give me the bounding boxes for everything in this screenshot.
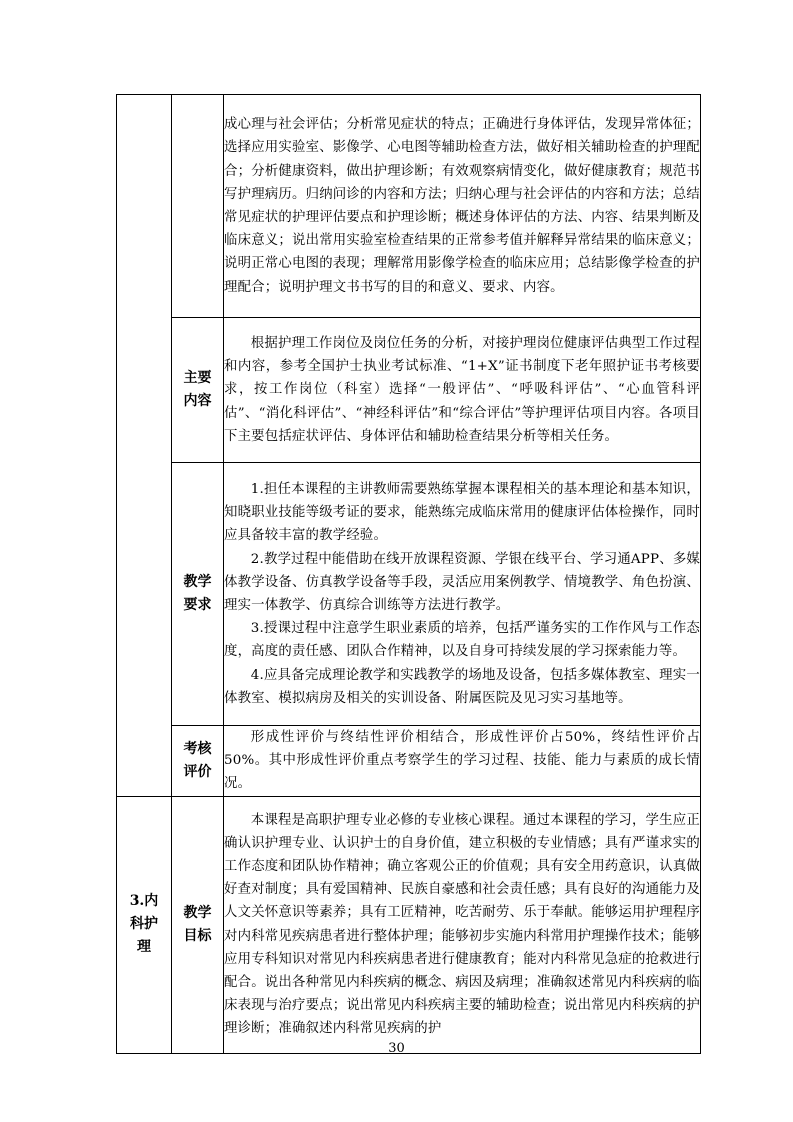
table-row: [117, 726, 701, 797]
curriculum-table: [116, 94, 701, 1054]
main-content-text: 根据护理工作岗位及岗位任务的分析，对接护理岗位健康评估典型工作过程和内容，参考全国护士执业考试标准、“1+X”证书制度下老年照护证书考核要求，按工作岗位（科室）选择“一般评估”、“呼吸科评估”、“心血管科评估”、“消化科评估”、“神经科评估”和“综合评估”等护理评估项目内容。各项目下主要包括症状评估、身体评估和辅助检查结果分析等相关任务。: [224, 335, 700, 444]
section-label-main-content: [172, 318, 224, 463]
table-row: [117, 95, 701, 318]
course-name-line: 3.内: [129, 893, 159, 910]
teaching-objectives-text: 本课程是高职护理专业必修的专业核心课程。通过本课程的学习，学生应正确认识护理专业、认识护士的自身价值，建立积极的专业情感；具有严谨求实的工作态度和团队协作精神；确立客观公正的价值观；具有安全用药意识，认真做好查对制度；具有爱国精神、民族自豪感和社会责任感；具有良好的沟通能力及人文关怀意识等素养；具有工匠精神，吃苦耐劳、乐于奉献。能够运用护理程序对内科常见疾病患者进行整体护理；能够初步实施内科常用护理操作技术；能够应用专科知识对常见内科疾病患者进行健康教育；能对内科常见急症的抢救进行配合。说出各种常见内科疾病的概念、病因及病理；准确叙述常见内科疾病的临床表现与治疗要点；说出常见内科疾病主要的辅助检查；说出常见内科疾病的护理诊断；准确叙述内科常见疾病的护: [224, 812, 700, 1037]
section-label-assessment: [172, 726, 224, 797]
teaching-requirements-cell: [224, 463, 701, 726]
course-name-cell: [117, 796, 172, 1053]
course-name-line: 理: [137, 939, 151, 956]
label-line: 考核: [183, 740, 212, 757]
section-label-cell-empty: [172, 95, 224, 318]
label-line: 内容: [183, 393, 212, 409]
label-line: 教学: [183, 574, 212, 590]
objectives-continued-cell: [224, 95, 701, 318]
assessment-text: 形成性评价与终结性评价相结合，形成性评价占50%，终结性评价占50%。其中形成性评价重点考察学生的学习过程、技能、能力与素质的成长情况。: [224, 730, 700, 792]
objectives-continued-text: 成心理与社会评估；分析常见症状的特点；正确进行身体评估，发现异常体征；选择应用实验室、影像学、心电图等辅助检查方法，做好相关辅助检查的护理配合；分析健康资料，做出护理诊断；有效观察病情变化，做好健康教育；规范书写护理病历。归纳问诊的内容和方法；归纳心理与社会评估的内容和方法；总结常见症状的护理评估要点和护理诊断；概述身体评估的方法、内容、结果判断及临床意义；说出常用实验室检查结果的正常参考值并解释异常结果的临床意义；说明正常心电图的表现；理解常用影像学检查的临床应用；总结影像学检查的护理配合；说明护理文书书写的目的和意义、要求、内容。: [224, 117, 700, 295]
requirement-paragraph: 2.教学过程中能借助在线开放课程资源、学银在线平台、学习通APP、多媒体教学设备、仿真教学设备等手段，灵活应用案例教学、情境教学、角色扮演、理实一体教学、仿真综合训练等方法进行教学。: [224, 551, 700, 613]
label-line: 要求: [183, 597, 212, 613]
label-line: 评价: [183, 763, 212, 780]
section-label-teaching-requirements: [172, 463, 224, 726]
teaching-objectives-cell: [224, 796, 701, 1053]
section-label-teaching-objectives: [172, 796, 224, 1053]
main-content-cell: [224, 318, 701, 463]
label-line: 目标: [183, 927, 212, 944]
label-line: 主要: [183, 370, 212, 386]
course-name-line: 科护: [130, 916, 158, 933]
requirement-paragraph: 1.担任本课程的主讲教师需要熟练掌握本课程相关的基本理论和基本知识，知晓职业技能等级考证的要求，能熟练完成临床常用的健康评估体检操作，同时应具备较丰富的教学经验。: [224, 481, 700, 544]
course-name-cell-previous: [117, 95, 172, 797]
page-number: 30: [388, 1041, 405, 1056]
requirement-paragraph: 4.应具备完成理论教学和实践教学的场地及设备，包括多媒体教室、理实一体教室、模拟病房及相关的实训设备、附属医院及见习实习基地等。: [224, 667, 700, 706]
requirement-paragraph: 3.授课过程中注意学生职业素质的培养，包括严谨务实的工作作风与工作态度，高度的责任感、团队合作精神，以及自身可持续发展的学习探索能力等。: [224, 621, 700, 660]
table-row: [117, 796, 701, 1053]
table-row: [117, 463, 701, 726]
assessment-cell: [224, 726, 701, 797]
table-row: [117, 318, 701, 463]
label-line: 教学: [183, 904, 212, 921]
